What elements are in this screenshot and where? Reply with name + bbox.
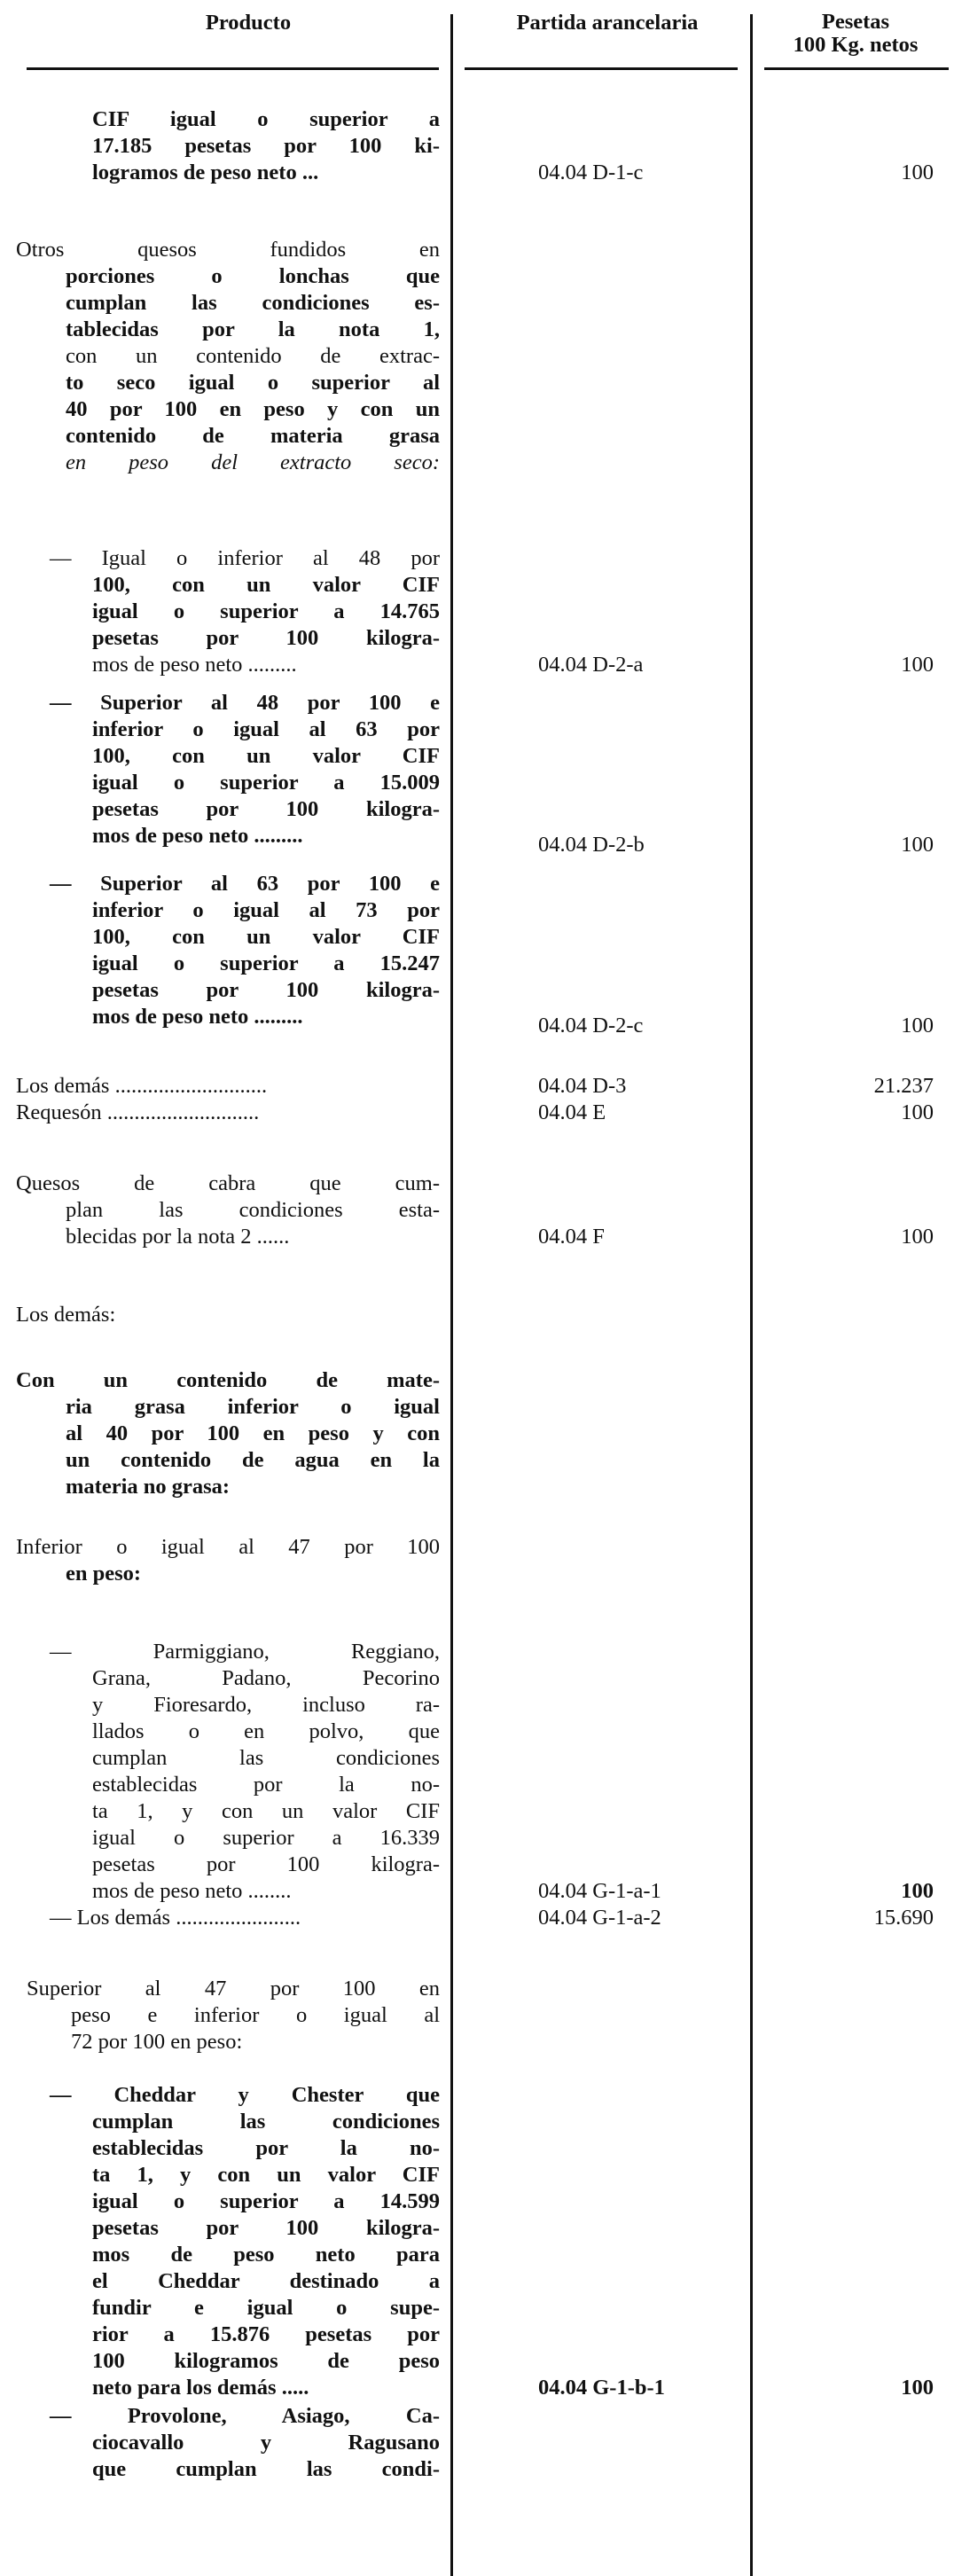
product-line: 72 por 100 en peso:	[71, 2030, 243, 2054]
product-line: pesetas por 100 kilogra-	[92, 2216, 440, 2240]
product-line: mos de peso neto .........	[92, 1005, 303, 1029]
product-line: Con un contenido de mate-	[16, 1368, 440, 1392]
pesetas-value: 100	[901, 1225, 934, 1249]
product-line: 100, con un valor CIF	[92, 744, 440, 768]
partida-value: 04.04 D-1-c	[538, 161, 644, 184]
pesetas-value: 100	[901, 161, 934, 184]
product-line: con un contenido de extrac-	[66, 344, 440, 368]
product-line: peso e inferior o igual al	[71, 2003, 440, 2027]
pesetas-value: 21.237	[873, 1074, 934, 1098]
product-line: 17.185 pesetas por 100 ki-	[92, 134, 440, 158]
product-line: logramos de peso neto ...	[92, 161, 319, 184]
product-line: CIF igual o superior a	[92, 107, 440, 131]
product-line: pesetas por 100 kilogra-	[92, 1852, 440, 1876]
product-line: igual o superior a 15.247	[92, 951, 440, 975]
partida-value: 04.04 F	[538, 1225, 605, 1249]
partida-value: 04.04 D-3	[538, 1074, 627, 1098]
product-line: llados o en polvo, que	[92, 1719, 440, 1743]
partida-value: 04.04 G-1-b-1	[538, 2376, 665, 2400]
product-line: al 40 por 100 en peso y con	[66, 1421, 440, 1445]
product-block	[16, 237, 440, 476]
product-line: igual o superior a 14.599	[92, 2189, 440, 2213]
product-line: 100, con un valor CIF	[92, 573, 440, 597]
product-line: — Cheddar y Chester que	[50, 2083, 440, 2107]
product-block	[16, 1073, 440, 1100]
product-line: ria grasa inferior o igual	[66, 1395, 440, 1419]
product-line: 100 kilogramos de peso	[92, 2349, 440, 2373]
product-line: Los demás ............................	[16, 1074, 268, 1098]
product-line: Los demás:	[16, 1303, 116, 1327]
header-pesetas-label: Pesetas	[821, 10, 890, 34]
product-line: el Cheddar destinado a	[92, 2269, 440, 2293]
product-line: — Igual o inferior al 48 por	[50, 546, 440, 570]
pesetas-value: 100	[901, 1879, 934, 1903]
product-line: mos de peso neto .........	[92, 824, 303, 848]
pesetas-value: 100	[901, 1100, 934, 1124]
product-line: que cumplan las condi-	[92, 2457, 440, 2481]
product-line: 40 por 100 en peso y con un	[66, 397, 440, 421]
product-line: ta 1, y con un valor CIF	[92, 1799, 440, 1823]
product-line: ciocavallo y Ragusano	[92, 2431, 440, 2455]
partida-value: 04.04 D-2-c	[538, 1014, 644, 1037]
product-line: cumplan las condiciones	[92, 1746, 440, 1770]
product-block	[50, 1639, 440, 1905]
column-divider-1	[450, 14, 453, 2576]
product-block	[16, 1302, 440, 1328]
product-line: en peso del extracto seco:	[66, 450, 440, 474]
product-line: igual o superior a 15.009	[92, 771, 440, 795]
product-line: plan las condiciones esta-	[66, 1198, 440, 1222]
partida-value: 04.04 G-1-a-1	[538, 1879, 661, 1903]
header-partida: Partida arancelaria	[516, 11, 699, 35]
partida-value: 04.04 D-2-b	[538, 833, 645, 857]
product-line: rior a 15.876 pesetas por	[92, 2322, 440, 2346]
product-block	[50, 2082, 440, 2401]
partida-value: 04.04 G-1-a-2	[538, 1906, 661, 1930]
product-line: neto para los demás .....	[92, 2376, 309, 2400]
product-line: — Superior al 63 por 100 e	[50, 872, 440, 896]
product-block	[16, 1534, 440, 1587]
pesetas-value: 100	[901, 2376, 934, 2400]
product-block	[92, 106, 440, 186]
product-line: porciones o lonchas que	[66, 264, 440, 288]
product-line: Quesos de cabra que cum-	[16, 1171, 440, 1195]
product-block	[16, 1171, 440, 1250]
product-block	[16, 1100, 440, 1126]
product-line: pesetas por 100 kilogra-	[92, 797, 440, 821]
header-pesetas	[758, 11, 953, 57]
product-line: materia no grasa:	[66, 1475, 231, 1499]
product-line: pesetas por 100 kilogra-	[92, 978, 440, 1002]
product-line: contenido de materia grasa	[66, 424, 440, 448]
product-block	[27, 1976, 440, 2055]
product-line: cumplan las condiciones es-	[66, 291, 440, 315]
product-line: 100, con un valor CIF	[92, 925, 440, 949]
product-line: cumplan las condiciones	[92, 2110, 440, 2134]
product-line: Inferior o igual al 47 por 100	[16, 1535, 440, 1559]
header-rule-pesetas	[764, 67, 949, 70]
product-line: tablecidas por la nota 1,	[66, 317, 440, 341]
product-line: en peso:	[66, 1562, 142, 1586]
column-divider-2	[750, 14, 753, 2576]
header-pesetas-sub: 100 Kg. netos	[793, 33, 919, 57]
header-rule-partida	[465, 67, 738, 70]
partida-value: 04.04 E	[538, 1100, 606, 1124]
product-block	[50, 1905, 440, 1931]
pesetas-value: 100	[901, 1014, 934, 1037]
product-block	[50, 690, 440, 850]
product-line: Otros quesos fundidos en	[16, 238, 440, 262]
product-line: — Los demás .......................	[50, 1906, 301, 1930]
product-line: Requesón ............................	[16, 1100, 260, 1124]
product-line: mos de peso neto ........	[92, 1879, 292, 1903]
product-block	[50, 545, 440, 678]
product-line: — Provolone, Asiago, Ca-	[50, 2404, 440, 2428]
header-rule-producto	[27, 67, 439, 70]
product-block	[50, 2403, 440, 2483]
product-line: — Superior al 48 por 100 e	[50, 691, 440, 715]
product-block	[16, 1367, 440, 1500]
product-line: pesetas por 100 kilogra-	[92, 626, 440, 650]
pesetas-value: 100	[901, 653, 934, 677]
header-producto: Producto	[205, 11, 292, 35]
product-line: fundir e igual o supe-	[92, 2296, 440, 2320]
product-line: mos de peso neto .........	[92, 653, 297, 677]
product-line: igual o superior a 14.765	[92, 599, 440, 623]
product-line: to seco igual o superior al	[66, 371, 440, 395]
product-line: mos de peso neto para	[92, 2243, 440, 2267]
pesetas-value: 15.690	[873, 1906, 934, 1930]
pesetas-value: 100	[901, 833, 934, 857]
product-line: y Fioresardo, incluso ra-	[92, 1693, 440, 1717]
product-line: Superior al 47 por 100 en	[27, 1977, 440, 2001]
product-line: blecidas por la nota 2 ......	[66, 1225, 290, 1249]
product-line: — Parmiggiano, Reggiano,	[50, 1640, 440, 1664]
product-line: ta 1, y con un valor CIF	[92, 2163, 440, 2187]
product-block	[50, 871, 440, 1030]
product-line: igual o superior a 16.339	[92, 1826, 440, 1850]
partida-value: 04.04 D-2-a	[538, 653, 644, 677]
product-line: establecidas por la no-	[92, 1773, 440, 1797]
product-line: un contenido de agua en la	[66, 1448, 440, 1472]
product-line: Grana, Padano, Pecorino	[92, 1666, 440, 1690]
product-line: establecidas por la no-	[92, 2136, 440, 2160]
product-line: inferior o igual al 73 por	[92, 898, 440, 922]
product-line: inferior o igual al 63 por	[92, 717, 440, 741]
